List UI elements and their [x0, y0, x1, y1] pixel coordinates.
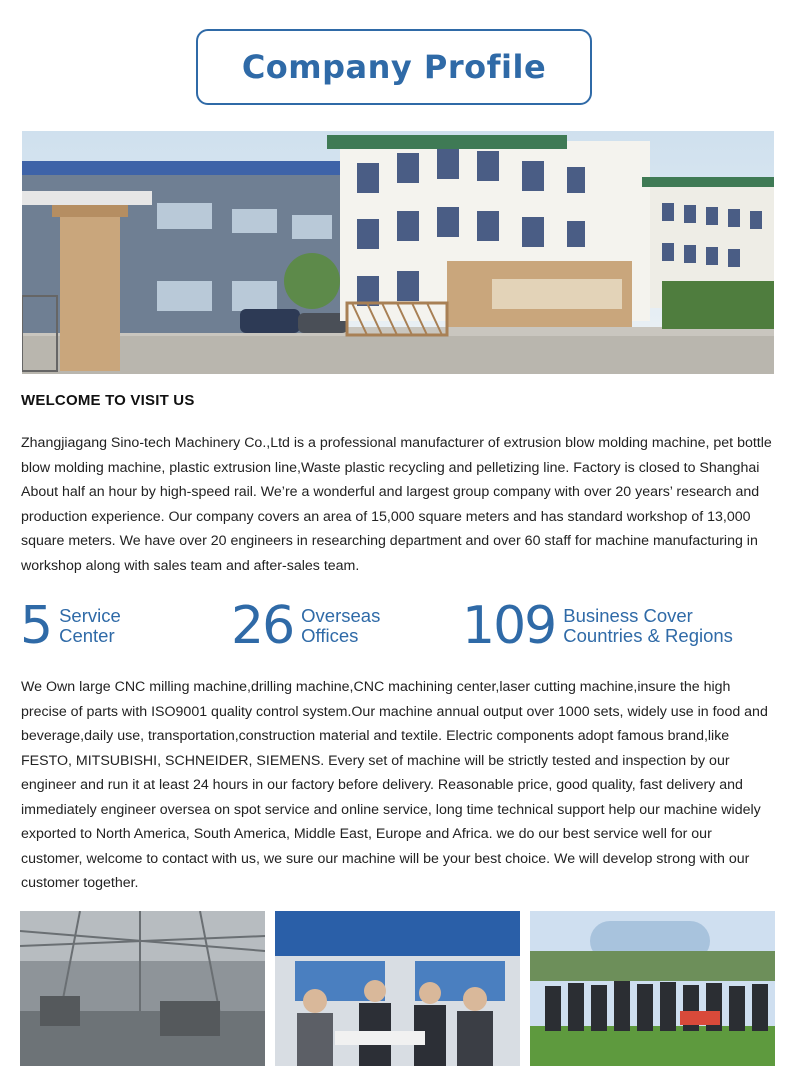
group-photo — [530, 911, 775, 1066]
factory-illustration — [22, 131, 774, 374]
stat-label — [59, 606, 121, 646]
exhibition-booth-photo — [275, 911, 520, 1066]
stat-number: 5 — [20, 596, 52, 656]
intro-paragraph: Zhangjiagang Sino-tech Machinery Co.,Ltd is a professional manufacturer of extrusion blow molding machine, pet bottle blow molding machine, plastic extrusion line,Waste plastic recycling and pelletizing line. Factory is closed to Shanghai About half an hour by high-speed rail. We’re a wonderful and largest group company with over 20 years’ research and production experience. Our company covers an area of 15,000 square meters and has standard workshop of 13,000 square meters. We have over 20 engineers in researching department and over 60 staff for machine manufacturing in workshop along with sales team and after-sales team. — [21, 435, 772, 574]
stat-number: 109 — [462, 596, 556, 656]
stat-label-line2: Offices — [301, 625, 359, 646]
stat-overseas-offices — [231, 598, 380, 654]
stat-label-line1: Business Cover — [563, 605, 693, 626]
details-paragraph: We Own large CNC milling machine,drilling machine,CNC machining center,laser cutting machine,insure the high precise of parts with ISO9001 quality control system.Our machine annual output over 1000 sets, widely use in food and beverage,daily use, transportation,construction material and textile. Electric components adopt famous brand,like FESTO, MITSUBISHI, SCHNEIDER, SIEMENS. Every set of machine will be strictly tested and inspection by our engineer and run it at least 24 hours in our factory before delivery. Reasonable price, good quality, fast delivery and immediately engineer oversea on spot service and online service, long time technical support help our machine widely exported to North America, South America, Middle East, Europe and Africa. we do our best service well for our customer, welcome to contact with us, we sure our machine will be your best choice. We will develop strong with our customer together. — [21, 679, 768, 891]
photo-gallery — [20, 911, 775, 1066]
stat-service-center — [20, 598, 121, 654]
factory-photo — [22, 131, 774, 374]
stat-label — [563, 606, 733, 646]
stat-label — [301, 606, 380, 646]
stat-number: 26 — [231, 596, 294, 656]
stat-label-line1: Service — [59, 605, 121, 626]
stat-label-line2: Center — [59, 625, 115, 646]
stat-label-line2: Countries & Regions — [563, 625, 733, 646]
workshop-photo — [20, 911, 265, 1066]
welcome-heading: WELCOME TO VISIT US — [21, 392, 195, 409]
stat-business-cover — [462, 598, 733, 654]
company-profile-title-box — [196, 29, 592, 105]
page-title: Company Profile — [241, 48, 547, 86]
stat-label-line1: Overseas — [301, 605, 381, 626]
